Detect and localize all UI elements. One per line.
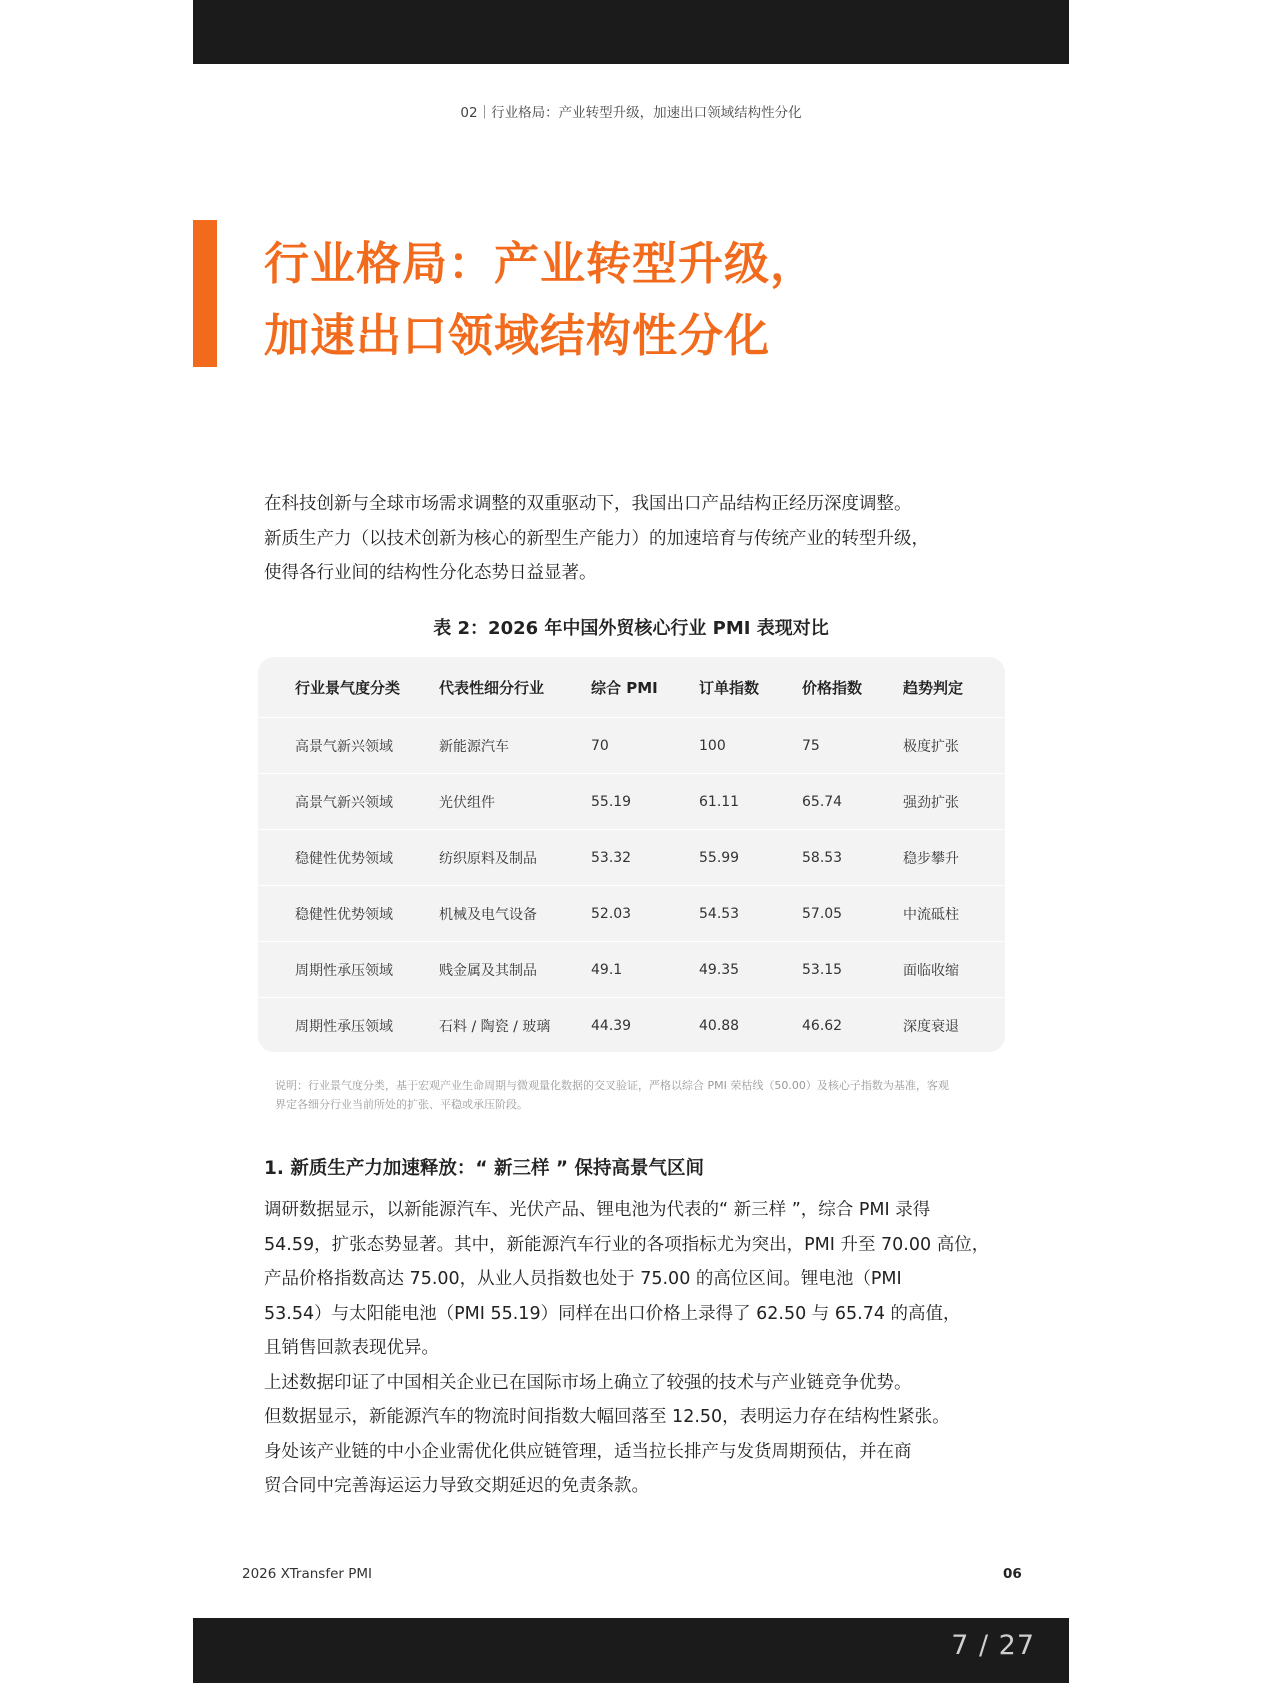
cell-trend: 稳步攀升 [903,830,1005,886]
cell-price-index: 75 [802,718,903,774]
cell-price-index: 65.74 [802,774,903,830]
cell-trend: 中流砥柱 [903,886,1005,942]
cell-order-index: 40.88 [699,998,802,1053]
body-line: 贸合同中完善海运运力导致交期延迟的免责条款。 [264,1476,649,1496]
intro-line: 使得各行业间的结构性分化态势日益显著。 [264,563,597,583]
section-body [264,1193,1006,1504]
body-line: 且销售回款表现优异。 [264,1338,439,1358]
cell-price-index: 46.62 [802,998,903,1053]
cell-order-index: 55.99 [699,830,802,886]
page-counter: 7 / 27 [951,1630,1035,1661]
table-note-line: 界定各细分行业当前所处的扩张、平稳或承压阶段。 [275,1098,528,1111]
cell-price-index: 53.15 [802,942,903,998]
table-caption: 表 2：2026 年中国外贸核心行业 PMI 表现对比 [433,618,829,639]
cell-trend: 深度衰退 [903,998,1005,1053]
cell-sub-industry: 新能源汽车 [439,718,591,774]
header-order-index: 订单指数 [699,678,760,697]
page-title [264,228,816,372]
table-row [258,718,1005,774]
body-line: 身处该产业链的中小企业需优化供应链管理，适当拉长排产与发货周期预估，并在商 [264,1441,912,1462]
intro-line: 新质生产力（以技术创新为核心的新型生产能力）的加速培育与传统产业的转型升级， [264,528,929,549]
pmi-comparison-table [258,657,1005,1052]
body-line: 54.59，扩张态势显著。其中，新能源汽车行业的各项指标尤为突出，PMI 升至 70.00 高位， [264,1234,990,1255]
table-row [258,774,1005,830]
cell-price-index: 57.05 [802,886,903,942]
cell-order-index: 54.53 [699,886,802,942]
cell-composite-pmi: 49.1 [591,942,699,998]
intro-line: 在科技创新与全球市场需求调整的双重驱动下，我国出口产品结构正经历深度调整。 [264,494,912,514]
table-row [258,886,1005,942]
cell-composite-pmi: 55.19 [591,774,699,830]
table-note [275,1076,995,1114]
cell-composite-pmi: 44.39 [591,998,699,1053]
page-title-line-2: 加速出口领域结构性分化 [264,309,771,362]
table-note-line: 说明：行业景气度分类，基于宏观产业生命周期与微观量化数据的交叉验证，严格以综合 PMI 荣枯线（50.00）及核心子指数为基准，客观 [275,1079,949,1092]
cell-trend: 面临收缩 [903,942,1005,998]
cell-sub-industry: 光伏组件 [439,774,591,830]
cell-order-index: 100 [699,718,802,774]
body-line: 产品价格指数高达 75.00，从业人员指数也处于 75.00 的高位区间。锂电池（PMI [264,1269,902,1289]
cell-trend: 极度扩张 [903,718,1005,774]
cell-sub-industry: 纺织原料及制品 [439,830,591,886]
cell-price-index: 58.53 [802,830,903,886]
header-sub-industry: 代表性细分行业 [439,678,545,697]
cell-category: 高景气新兴领域 [258,718,439,774]
cell-category: 高景气新兴领域 [258,774,439,830]
table-row [258,942,1005,998]
cell-category: 稳健性优势领域 [258,830,439,886]
footer-report-name: 2026 XTransfer PMI [242,1566,373,1582]
cell-category: 周期性承压领域 [258,998,439,1053]
header-trend: 趋势判定 [903,678,964,697]
viewer-top-bar [193,0,1069,64]
section-heading: 1. 新质生产力加速释放：“ 新三样 ” 保持高景气区间 [264,1158,704,1179]
cell-sub-industry: 贱金属及其制品 [439,942,591,998]
table-header-row [258,657,1005,718]
cell-order-index: 61.11 [699,774,802,830]
body-line: 上述数据印证了中国相关企业已在国际市场上确立了较强的技术与产业链竞争优势。 [264,1372,912,1393]
cell-sub-industry: 石料 / 陶瓷 / 玻璃 [439,998,591,1053]
cell-composite-pmi: 70 [591,718,699,774]
cell-sub-industry: 机械及电气设备 [439,886,591,942]
cell-trend: 强劲扩张 [903,774,1005,830]
running-header: 02｜行业格局：产业转型升级，加速出口领域结构性分化 [460,105,802,121]
header-price-index: 价格指数 [802,678,863,697]
page-title-line-1: 行业格局：产业转型升级， [264,237,817,290]
cell-composite-pmi: 52.03 [591,886,699,942]
header-category: 行业景气度分类 [295,678,401,697]
intro-paragraph [264,487,1004,591]
footer-page-number: 06 [1003,1566,1022,1582]
cell-order-index: 49.35 [699,942,802,998]
header-composite-pmi: 综合 PMI [591,678,658,697]
cell-composite-pmi: 53.32 [591,830,699,886]
table-row [258,998,1005,1053]
cell-category: 稳健性优势领域 [258,886,439,942]
viewer-bottom-bar [193,1618,1069,1683]
body-line: 53.54）与太阳能电池（PMI 55.19）同样在出口价格上录得了 62.50 与 65.74 的高值， [264,1303,961,1324]
cell-category: 周期性承压领域 [258,942,439,998]
body-line: 但数据显示，新能源汽车的物流时间指数大幅回落至 12.50，表明运力存在结构性紧张。 [264,1407,950,1427]
title-accent-bar [193,220,217,367]
table-row [258,830,1005,886]
body-line: 调研数据显示，以新能源汽车、光伏产品、锂电池为代表的“ 新三样 ”，综合 PMI 录得 [264,1200,931,1220]
